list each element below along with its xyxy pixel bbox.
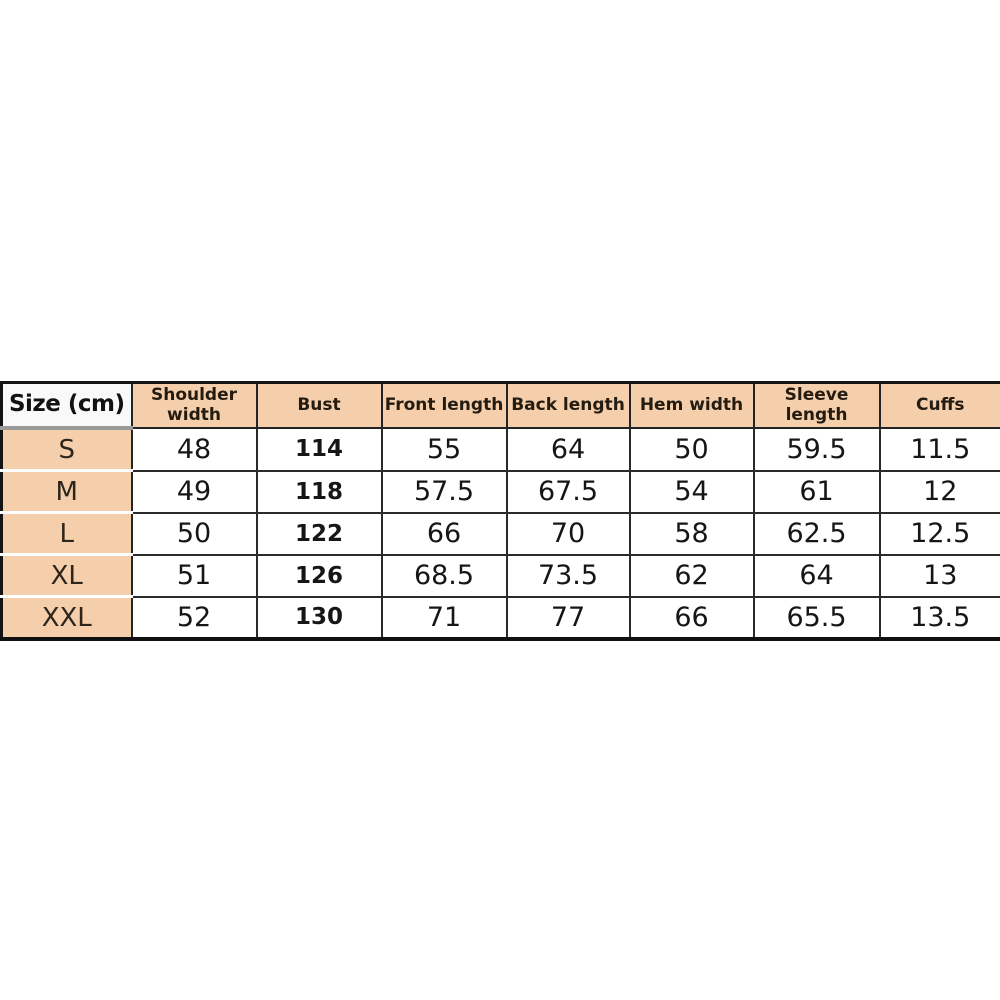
value-cell: 126 xyxy=(257,555,382,597)
value-cell: 12.5 xyxy=(880,513,1000,555)
table-row-l xyxy=(2,513,1000,555)
value-cell: 130 xyxy=(257,597,382,640)
size-chart-table xyxy=(0,381,1000,641)
value-cell: 55 xyxy=(382,428,507,471)
value-cell: 12 xyxy=(880,471,1000,513)
column-header-sleeve-length: Sleeve length xyxy=(754,383,880,429)
column-header-shoulder-width: Shoulder width xyxy=(132,383,257,429)
column-header-front-length: Front length xyxy=(382,383,507,429)
table-row-xl xyxy=(2,555,1000,597)
value-cell: 58 xyxy=(630,513,754,555)
value-cell: 13 xyxy=(880,555,1000,597)
value-cell: 65.5 xyxy=(754,597,880,640)
value-cell: 64 xyxy=(754,555,880,597)
value-cell: 67.5 xyxy=(507,471,630,513)
column-header-cuffs: Cuffs xyxy=(880,383,1000,429)
value-cell: 73.5 xyxy=(507,555,630,597)
value-cell: 50 xyxy=(630,428,754,471)
value-cell: 118 xyxy=(257,471,382,513)
table-row-xxl xyxy=(2,597,1000,640)
size-cell: S xyxy=(2,428,132,471)
size-cell: M xyxy=(2,471,132,513)
size-cell: XL xyxy=(2,555,132,597)
value-cell: 51 xyxy=(132,555,257,597)
header-row xyxy=(2,383,1000,429)
value-cell: 66 xyxy=(382,513,507,555)
value-cell: 114 xyxy=(257,428,382,471)
value-cell: 59.5 xyxy=(754,428,880,471)
value-cell: 66 xyxy=(630,597,754,640)
value-cell: 11.5 xyxy=(880,428,1000,471)
value-cell: 62.5 xyxy=(754,513,880,555)
value-cell: 13.5 xyxy=(880,597,1000,640)
size-cell: XXL xyxy=(2,597,132,640)
column-header-bust: Bust xyxy=(257,383,382,429)
table-row-m xyxy=(2,471,1000,513)
value-cell: 49 xyxy=(132,471,257,513)
value-cell: 61 xyxy=(754,471,880,513)
value-cell: 70 xyxy=(507,513,630,555)
value-cell: 77 xyxy=(507,597,630,640)
value-cell: 122 xyxy=(257,513,382,555)
size-cell: L xyxy=(2,513,132,555)
value-cell: 71 xyxy=(382,597,507,640)
column-header-back-length: Back length xyxy=(507,383,630,429)
value-cell: 57.5 xyxy=(382,471,507,513)
value-cell: 50 xyxy=(132,513,257,555)
table-row-s xyxy=(2,428,1000,471)
value-cell: 62 xyxy=(630,555,754,597)
value-cell: 52 xyxy=(132,597,257,640)
value-cell: 48 xyxy=(132,428,257,471)
column-header-hem-width: Hem width xyxy=(630,383,754,429)
value-cell: 64 xyxy=(507,428,630,471)
table-title: Size (cm) xyxy=(2,383,132,429)
value-cell: 68.5 xyxy=(382,555,507,597)
value-cell: 54 xyxy=(630,471,754,513)
